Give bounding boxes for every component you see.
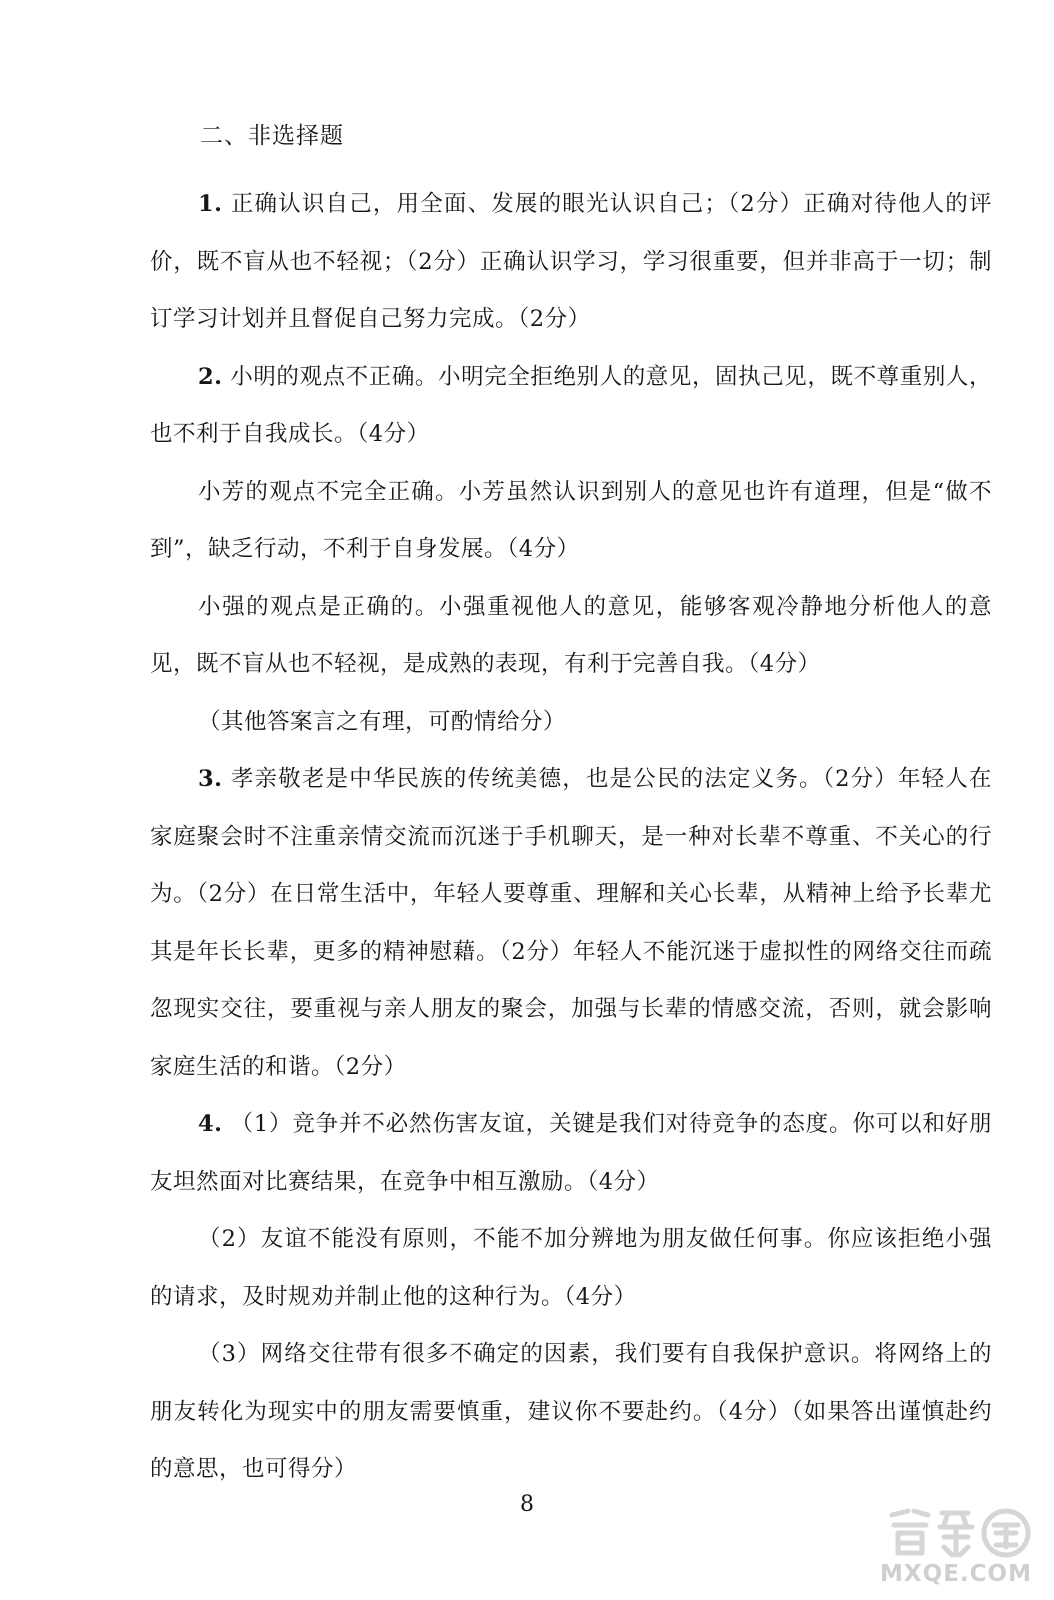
question-1-paragraph-1: [150, 176, 992, 349]
question-2-note: （其他答案言之有理，可酌情给分）: [198, 708, 567, 735]
question-4-paragraph-3: [150, 1326, 992, 1499]
question-1-number: 1.: [198, 191, 223, 217]
question-2-paragraph-2: [150, 464, 992, 579]
page-number: 8: [520, 1492, 534, 1517]
question-4-text-3: （3）网络交往带有很多不确定的因素，我们要有自我保护意识。将网络上的朋友转化为现实中的朋友需要慎重，建议你不要赴约。（4分）（如果答出谨慎赴约的意思，也可得分）: [150, 1341, 992, 1482]
question-4-paragraph-2: [150, 1211, 992, 1326]
question-2-paragraph-3: [150, 579, 992, 694]
question-1-text: 正确认识自己，用全面、发展的眼光认识自己；（2分）正确对待他人的评价，既不盲从也不轻视；（2分）正确认识学习，学习很重要，但并非高于一切；制订学习计划并且督促自己努力完成。（2分）: [150, 191, 992, 332]
watermark-domain: MXQE.COM: [880, 1561, 1032, 1587]
question-3-paragraph-1: [150, 751, 992, 1096]
question-4-text-2: （2）友谊不能没有原则，不能不加分辨地为朋友做任何事。你应该拒绝小强的请求，及时规劝并制止他的这种行为。（4分）: [150, 1226, 992, 1310]
question-2-text-2: 小芳的观点不完全正确。小芳虽然认识到别人的意见也许有道理，但是“做不到”，缺乏行动，不利于自身发展。（4分）: [150, 478, 992, 562]
question-2-text-1: 小明的观点不正确。小明完全拒绝别人的意见，固执己见，既不尊重别人，也不利于自我成长。（4分）: [150, 363, 992, 447]
question-3-text: 孝亲敬老是中华民族的传统美德，也是公民的法定义务。（2分）年轻人在家庭聚会时不注重亲情交流而沉迷于手机聊天，是一种对长辈不尊重、不关心的行为。（2分）在日常生活中，年轻人要尊重、理解和关心长辈，从精神上给予长辈尤其是年长长辈，更多的精神慰藉。（2分）年轻人不能沉迷于虚拟性的网络交往而疏忽现实交往，要重视与亲人朋友的聚会，加强与长辈的情感交流，否则，就会影响家庭生活的和谐。（2分）: [150, 766, 992, 1080]
watermark-logo-icon: [884, 1503, 1034, 1561]
question-4-text-1: （1）竞争并不必然伤害友谊，关键是我们对待竞争的态度。你可以和好朋友坦然面对比赛结果，在竞争中相互激励。（4分）: [150, 1111, 992, 1195]
question-3-number: 3.: [198, 766, 223, 792]
question-2-paragraph-4: [150, 694, 992, 752]
question-2-paragraph-1: [150, 349, 992, 464]
question-2-number: 2.: [198, 363, 223, 390]
question-2-text-3: 小强的观点是正确的。小强重视他人的意见，能够客观冷静地分析他人的意见，既不盲从也不轻视，是成熟的表现，有利于完善自我。（4分）: [150, 593, 992, 677]
section-title: 二、非选择题: [200, 123, 344, 149]
answer-content: [150, 176, 992, 1499]
question-4-number: 4.: [198, 1111, 223, 1137]
question-4-paragraph-1: [150, 1096, 992, 1211]
watermark: [876, 1503, 1036, 1593]
